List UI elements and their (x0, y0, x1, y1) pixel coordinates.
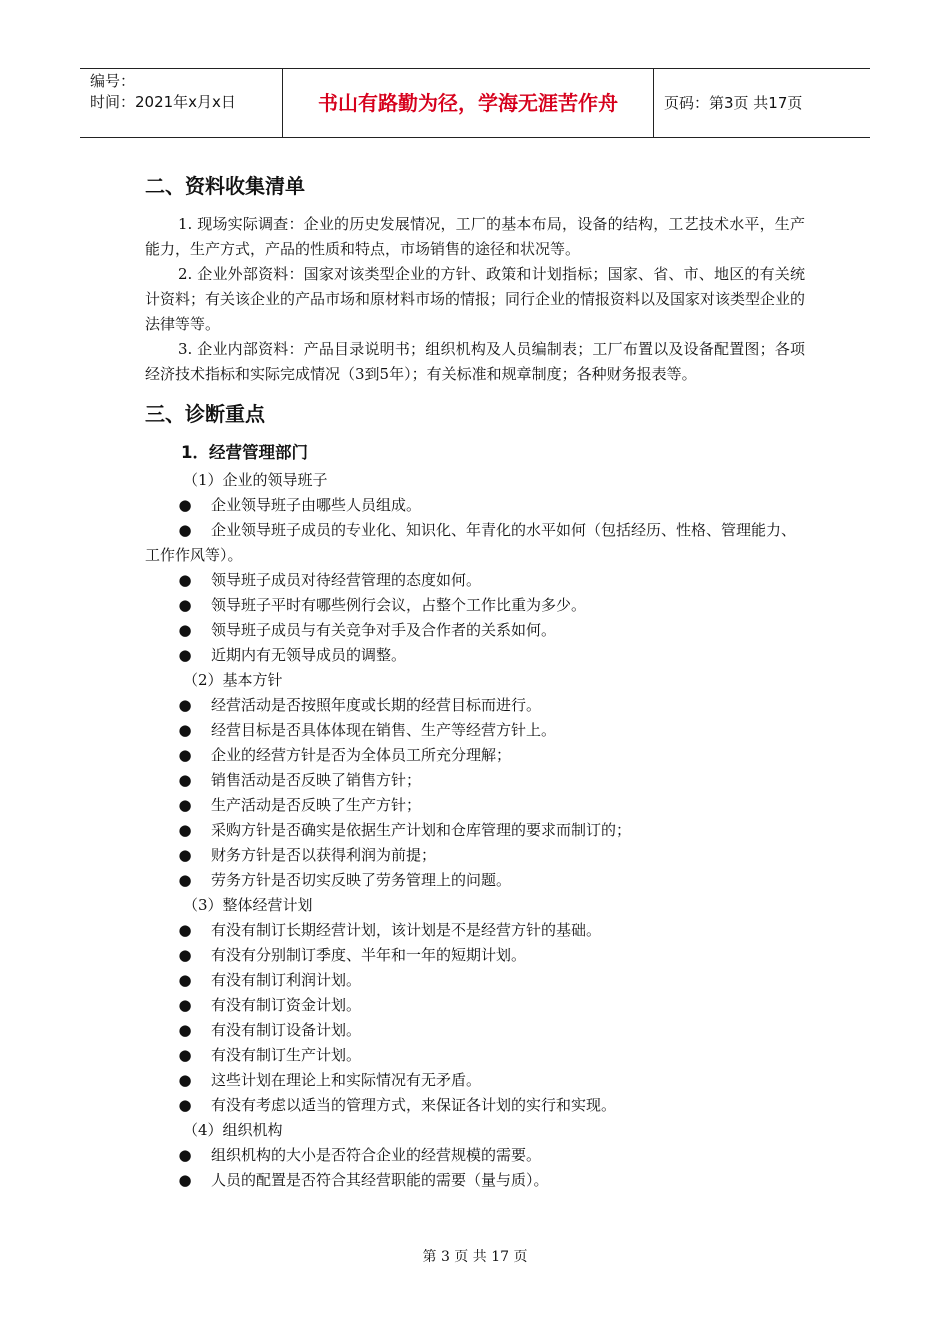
list-item-text: 近期内有无领导成员的调整。 (211, 646, 407, 664)
group-title: （2）基本方针 (183, 671, 283, 689)
list-item (145, 1068, 805, 1093)
list-item (145, 768, 805, 793)
list-item-text: 劳务方针是否切实反映了劳务管理上的问题。 (211, 871, 512, 889)
list-item-text: 采购方针是否确实是依据生产计划和仓库管理的要求而制订的； (211, 821, 632, 839)
paragraph: 1. 现场实际调查：企业的历史发展情况，工厂的基本布局，设备的结构，工艺技术水平，生产能力，生产方式，产品的性质和特点，市场销售的途径和状况等。 (145, 215, 805, 258)
bullet-icon: ● (178, 946, 192, 964)
list-item-text: 经营目标是否具体体现在销售、生产等经营方针上。 (211, 721, 557, 739)
bullet-icon: ● (178, 521, 192, 539)
header-page-info: 页码：第3页 共17页 (664, 94, 803, 112)
group-title: （1）企业的领导班子 (183, 471, 328, 489)
list-item-text: 企业的经营方针是否为全体员工所充分理解； (211, 746, 512, 764)
list-item-text: 有没有考虑以适当的管理方式，来保证各计划的实行和实现。 (211, 1096, 617, 1114)
list-item (145, 518, 805, 568)
list-item (145, 868, 805, 893)
subsection-title: 1．经营管理部门 (181, 443, 308, 462)
list-item-text: 有没有制订长期经营计划，该计划是不是经营方针的基础。 (211, 921, 602, 939)
header-motto: 书山有路勤为径，学海无涯苦作舟 (318, 91, 618, 115)
section-title: 三、诊断重点 (145, 402, 265, 426)
bullet-icon: ● (178, 1046, 192, 1064)
list-item-text: 领导班子成员对待经营管理的态度如何。 (211, 571, 482, 589)
list-item (145, 743, 805, 768)
list-item (145, 918, 805, 943)
bullet-icon: ● (178, 696, 192, 714)
paragraph: 3. 企业内部资料：产品目录说明书；组织机构及人员编制表；工厂布置以及设备配置图；各项经济技术指标和实际完成情况（3到5年）；有关标准和规章制度；各种财务报表等。 (145, 340, 805, 383)
bullet-icon: ● (178, 621, 192, 639)
list-item-text: 领导班子平时有哪些例行会议，占整个工作比重为多少。 (211, 596, 587, 614)
list-item-text: 组织机构的大小是否符合企业的经营规模的需要。 (211, 1146, 542, 1164)
header-divider (653, 69, 654, 137)
bullet-icon: ● (178, 821, 192, 839)
page-header (80, 68, 870, 138)
bullet-icon: ● (178, 796, 192, 814)
list-item (145, 843, 805, 868)
list-item-text: 有没有制订利润计划。 (211, 971, 362, 989)
list-item (145, 1168, 805, 1193)
section-title: 二、资料收集清单 (145, 174, 305, 198)
list-item-text: 企业领导班子成员的专业化、知识化、年青化的水平如何（包括经历、性格、管理能力、工作作风等）。 (145, 521, 797, 564)
list-item (145, 618, 805, 643)
list-item-text: 销售活动是否反映了销售方针； (211, 771, 422, 789)
bullet-icon: ● (178, 721, 192, 739)
list-item-text: 有没有制订生产计划。 (211, 1046, 362, 1064)
document-number-label: 编号： (90, 72, 136, 90)
bullet-icon: ● (178, 996, 192, 1014)
list-item (145, 693, 805, 718)
document-body (145, 170, 805, 1193)
bullet-icon: ● (178, 846, 192, 864)
bullet-icon: ● (178, 921, 192, 939)
list-item-text: 有没有分别制订季度、半年和一年的短期计划。 (211, 946, 527, 964)
list-item-text: 领导班子成员与有关竞争对手及合作者的关系如何。 (211, 621, 557, 639)
bullet-icon: ● (178, 746, 192, 764)
list-item-text: 这些计划在理论上和实际情况有无矛盾。 (211, 1071, 482, 1089)
bullet-icon: ● (178, 596, 192, 614)
bullet-icon: ● (178, 1146, 192, 1164)
bullet-icon: ● (178, 496, 192, 514)
bullet-icon: ● (178, 1071, 192, 1089)
group-title: （3）整体经营计划 (183, 896, 313, 914)
list-item (145, 993, 805, 1018)
list-item (145, 493, 805, 518)
list-item (145, 818, 805, 843)
list-item-text: 人员的配置是否符合其经营职能的需要（量与质）。 (211, 1171, 549, 1189)
list-item (145, 1093, 805, 1118)
list-item (145, 1043, 805, 1068)
list-item (145, 968, 805, 993)
paragraph: 2. 企业外部资料：国家对该类型企业的方针、政策和计划指标；国家、省、市、地区的有关统计资料；有关该企业的产品市场和原材料市场的情报；同行企业的情报资料以及国家对该类型企业的法律等等。 (145, 265, 806, 333)
bullet-icon: ● (178, 1021, 192, 1039)
list-item-text: 有没有制订设备计划。 (211, 1021, 362, 1039)
list-item-text: 经营活动是否按照年度或长期的经营目标而进行。 (211, 696, 542, 714)
bullet-icon: ● (178, 971, 192, 989)
page-footer: 第 3 页 共 17 页 (422, 1249, 528, 1265)
bullet-icon: ● (178, 646, 192, 664)
list-item (145, 643, 805, 668)
list-item (145, 943, 805, 968)
bullet-icon: ● (178, 1096, 192, 1114)
list-item (145, 1143, 805, 1168)
bullet-icon: ● (178, 771, 192, 789)
list-item (145, 593, 805, 618)
list-item-text: 财务方针是否以获得利润为前提； (211, 846, 437, 864)
list-item (145, 793, 805, 818)
list-item (145, 568, 805, 593)
list-item-text: 企业领导班子由哪些人员组成。 (211, 496, 422, 514)
header-meta (90, 71, 236, 113)
bullet-icon: ● (178, 871, 192, 889)
bullet-icon: ● (178, 1171, 192, 1189)
group-title: （4）组织机构 (183, 1121, 283, 1139)
list-item-text: 生产活动是否反映了生产方针； (211, 796, 422, 814)
document-date-label: 时间：2021年x月x日 (90, 93, 236, 111)
list-item-text: 有没有制订资金计划。 (211, 996, 362, 1014)
bullet-icon: ● (178, 571, 192, 589)
list-item (145, 1018, 805, 1043)
list-item (145, 718, 805, 743)
